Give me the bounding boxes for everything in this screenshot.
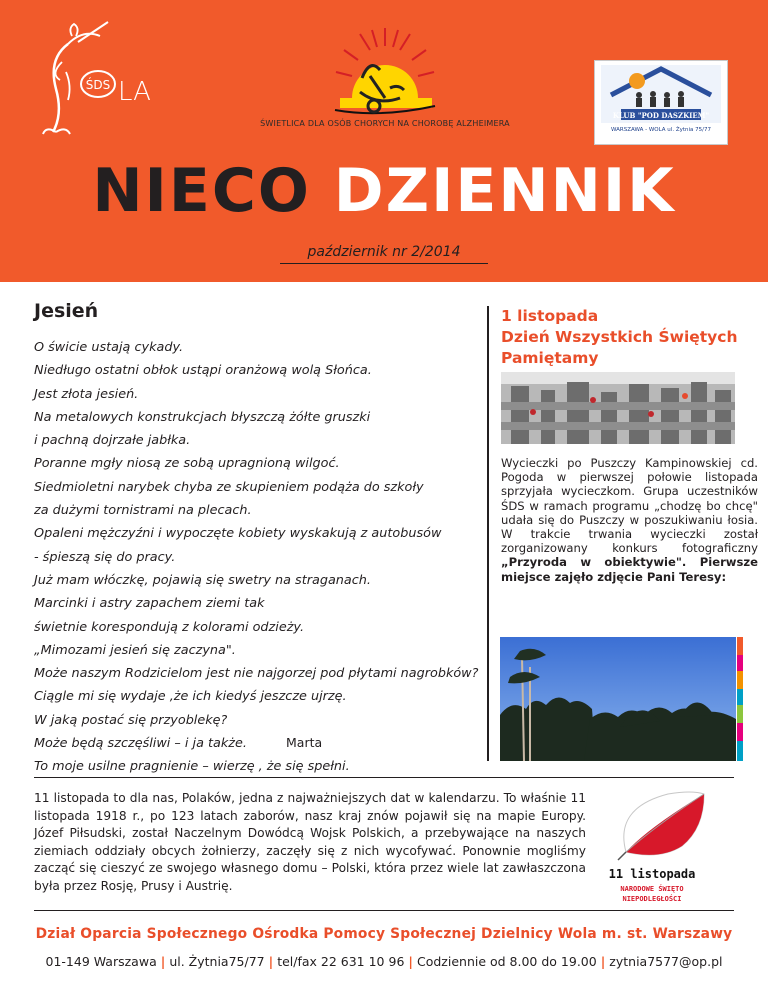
poem-line: Może naszym Rodzicielom jest nie najgorzej pod płytami nagrobków? [34,666,479,682]
poem-line: za dużymi tornistrami na plecach. [34,503,252,519]
poem-line: Siedmioletni narybek chyba ze skupieniem podąża do szkoły [34,479,424,495]
klub-pod-daszkiem-logo [594,60,728,145]
poem-line: - śpieszą się do pracy. [34,549,176,565]
trip-article-text: Wycieczki po Puszczy Kampinowskiej cd. Pogoda w pierwszej połowie listopada sprzyjała wycieczkom. Grupa uczestników ŚDS w ramach programu „chodzę bo chcę" udała się do Puszczy w poszukiwaniu łosia. W trakcie trwania wycieczki został zorganizowany konkurs fotograficzny [501,456,758,556]
contest-winner: Pierwsze miejsce zajęło zdjęcie Pani Teresy: [501,555,759,584]
memorial-photo [501,372,735,444]
poem-line: Na metalowych konstrukcjach błyszczą żółte gruszki [34,409,371,425]
footer-contact: 01-149 Warszawa | ul. Żytnia75/77 | tel/fax 22 631 10 96 | Codziennie od 8.00 do 19.00 | zytnia7577@op.pl [45,954,723,969]
poem-title: Jesień [34,300,99,322]
side-heading-line-1: 1 listopada [501,307,599,325]
forest-photo [500,637,736,761]
poem-author: Marta [286,735,323,750]
footer-street: ul. Żytnia75/77 [169,954,265,969]
footer-organization: Dział Oparcia Społecznego Ośrodka Pomocy Społecznej Dzielnicy Wola m. st. Warszawy [35,926,733,942]
poem-line: O świcie ustają cykady. [34,340,184,355]
side-heading [501,306,761,369]
poem-line: Ciągle mi się wydaje ,że ich kiedyś jeszcze ujrzę. [34,689,347,705]
poem-line: Jest złota jesień. [34,386,139,402]
poem-line: Niedługo ostatni obłok ustąpi oranżową wolą Słońca. [34,363,372,379]
column-divider [487,306,489,761]
poem-line: To moje usilne pragnienie – wierzę , że się spełni. [34,759,350,775]
klub-name: KLUB "POD DASZKIEM" [612,111,710,120]
poem-line: Może będą szczęśliwi – i ja także. [34,736,247,752]
color-stripes [737,637,743,761]
footer-email[interactable]: zytnia7577@op.pl [609,954,723,969]
title-part-2: DZIENNIK [333,156,676,226]
poem-line: Już mam włóczkę, pojawią się swetry na straganach. [34,572,371,588]
swietlica-caption: ŚWIETLICA DLA OSÓB CHORYCH NA CHOROBĘ ALZHEIMERA [260,119,510,128]
footer-postcode: 01-149 Warszawa [45,954,157,969]
poem-line: W jaką postać się przyoblekę? [34,712,228,728]
trip-article [501,456,758,584]
poem-line: Poranne mgły niosą ze sobą upragnioną wilgoć. [34,456,340,472]
emblem-line-2: NIEPODLEGŁOŚCI [622,895,682,903]
poem-line: i pachną dojrzałe jabłka. [34,433,191,449]
side-heading-line-2: Dzień Wszystkich Świętych [501,328,738,346]
poem-line: Opaleni mężczyźni i wypoczęte kobiety wyskakują z autobusów [34,526,442,542]
title-part-1: NIECO [92,156,311,226]
poem-body [34,336,484,779]
section-divider [34,777,734,778]
klub-logo-image [601,65,721,123]
footer-divider [34,910,734,911]
svg-text:LA: LA [118,77,151,107]
poem-line: Marcinki i astry zapachem ziemi tak [34,596,265,612]
issue-subtitle: październik nr 2/2014 [280,244,488,264]
independence-day-emblem [608,788,708,908]
newsletter-title [0,156,768,226]
sun-chair-logo [330,18,440,128]
contest-name: „Przyroda w obiektywie". [501,555,687,570]
poem-line: świetnie korespondują z kolorami odzieży. [34,619,305,635]
emblem-date: 11 listopada [608,867,696,881]
klub-address: WARSZAWA - WOLA ul. Żytnia 75/77 [611,127,711,133]
independence-article: 11 listopada to dla nas, Polaków, jedna z najważniejszych dat w kalendarzu. To właśnie 11 listopada 1918 r., po 123 latach zaborów, nasz kraj znów pojawił się na mapie Europy. Józef Piłsudski, został Naczelnym Dowódcą Wojsk Polskich, a przebywające na naszych ziemiach oddziały obcych żołnierzy, zaczęły się z nich wycofywać. Ponownie mogliśmy zacząć się cieszyć ze swojego własnego domu – Polski, która przez wiele lat zawłaszczona była przez Rosję, Prusy i Austrię. [34,791,586,893]
poem-line: „Mimozami jesień się zaczyna". [34,642,236,658]
emblem-line-1: NARODOWE ŚWIĘTO [620,885,684,893]
footer-phone: tel/fax 22 631 10 96 [277,954,405,969]
header-banner [0,0,768,282]
poem-section [34,300,484,779]
footer-hours: Codziennie od 8.00 do 19.00 [416,954,597,969]
wola-logo [38,14,163,140]
logo-badge: ŚDS [85,78,111,92]
side-heading-line-3: Pamiętamy [501,349,599,367]
